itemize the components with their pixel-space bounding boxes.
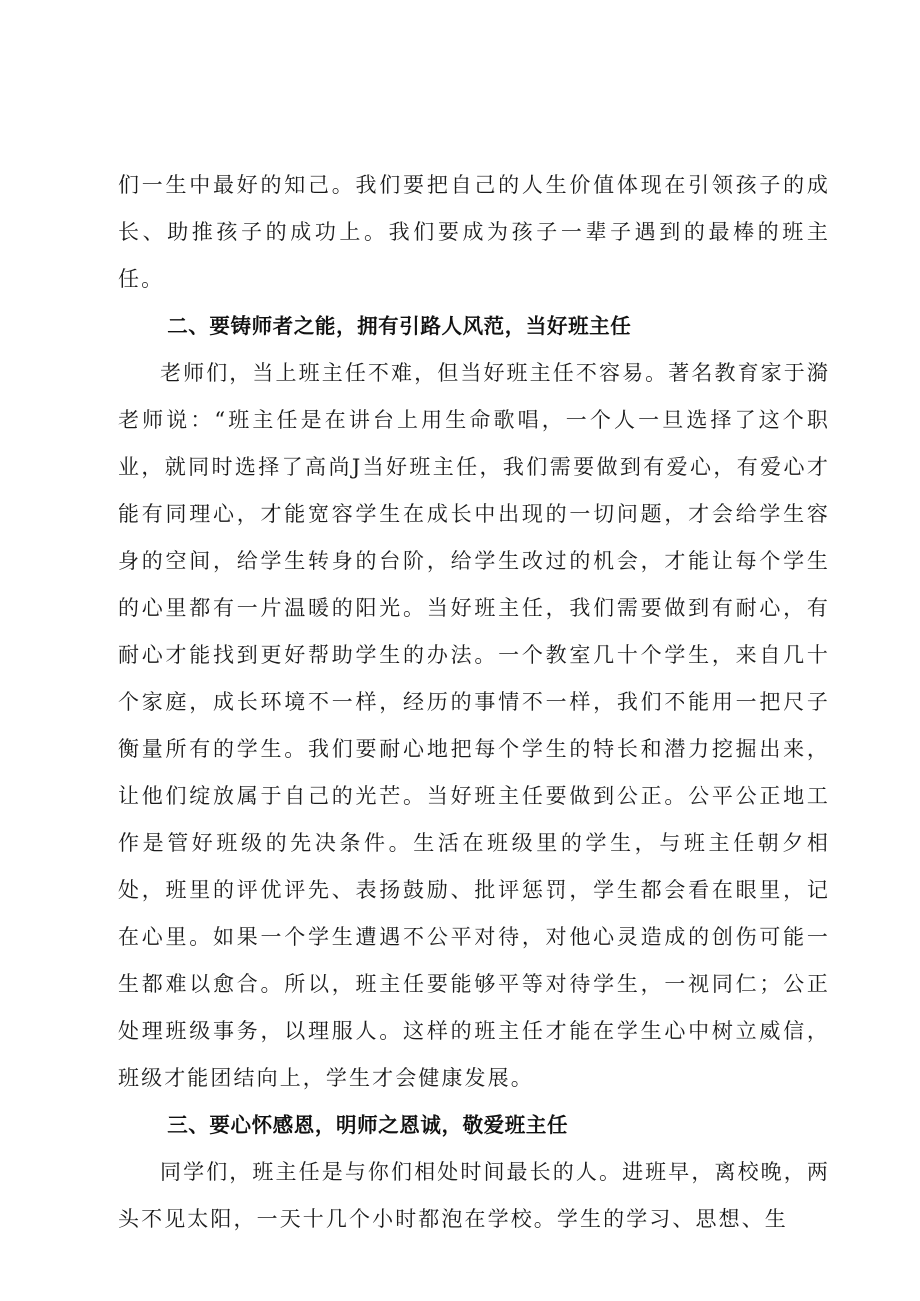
section-heading-2: 二、要铸师者之能，拥有引路人风范，当好班主任 [167,314,632,338]
paragraph-section-2: 老师们，当上班主任不难，但当好班主任不容易。著名教育家于漪老师说：“班主任是在讲台上用生命歌唱，一个人一旦选择了这个职业，就同时选择了高尚J当好班主任，我们需要做到有爱心，有爱心才能有同理心，才能宽容学生在成长中出现的一切问题，才会给学生容身的空间，给学生转身的台阶，给学生改过的机会，才能让每个学生的心里都有一片温暖的阳光。当好班主任，我们需要做到有耐心，有耐心才能找到更好帮助学生的办法。一个教室几十个学生，来自几十个家庭，成长环境不一样，经历的事情不一样，我们不能用一把尺子衡量所有的学生。我们要耐心地把每个学生的特长和潜力挖掘出来，让他们绽放属于自己的光芒。当好班主任要做到公正。公平公正地工作是管好班级的先决条件。生活在班级里的学生，与班主任朝夕相处，班里的评优评先、表扬鼓励、批评惩罚，学生都会看在眼里，记在心里。如果一个学生遭遇不公平对待，对他心灵造成的创伤可能一生都难以愈合。所以，班主任要能够平等对待学生，一视同仁；公正处理班级事务，以理服人。这样的班主任才能在学生心中树立威信，班级才能团结向上，学生才会健康发展。 [118,361,830,1090]
paragraph-section-3: 同学们，班主任是与你们相处时间最长的人。进班早，离校晚，两头不见太阳，一天十几个小时都泡在学校。学生的学习、思想、生 [118,1160,830,1231]
document-body [118,162,830,1243]
paragraph-continuation: 们一生中最好的知己。我们要把自己的人生价值体现在引领孩子的成长、助推孩子的成功上。我们要成为孩子一辈子遇到的最棒的班主任。 [118,173,830,291]
section-heading-3: 三、要心怀感恩，明师之恩诚，敬爱班主任 [167,1113,569,1137]
